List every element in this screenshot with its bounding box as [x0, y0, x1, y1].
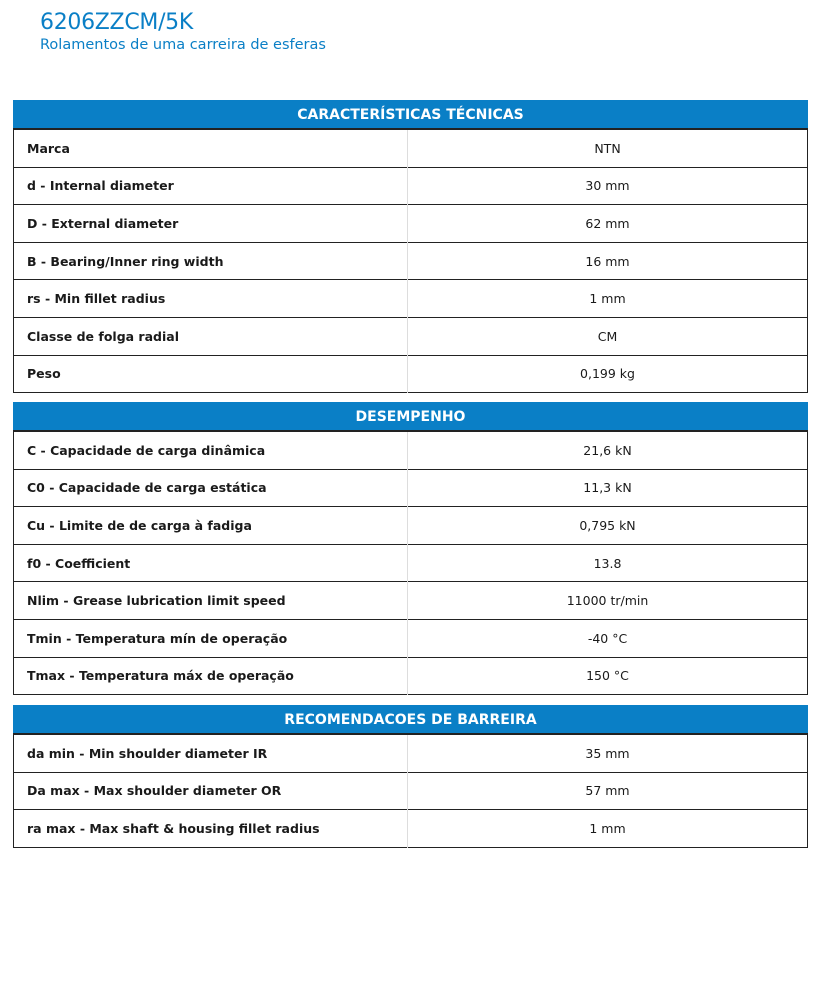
section-performance [13, 402, 808, 695]
row-value: 0,199 kg [408, 355, 808, 393]
row-label: Marca [14, 129, 408, 167]
row-value: 21,6 kN [408, 431, 808, 469]
table-row [14, 431, 808, 469]
section-technical-characteristics [13, 100, 808, 393]
section-header: CARACTERÍSTICAS TÉCNICAS [13, 100, 808, 128]
row-value: CM [408, 317, 808, 355]
row-label: Da max - Max shoulder diameter OR [14, 772, 408, 810]
row-label: Cu - Limite de de carga à fadiga [14, 507, 408, 545]
table-row [14, 582, 808, 620]
row-label: Classe de folga radial [14, 317, 408, 355]
row-label: Peso [14, 355, 408, 393]
row-label: C0 - Capacidade de carga estática [14, 469, 408, 507]
row-label: da min - Min shoulder diameter IR [14, 734, 408, 772]
section-header: RECOMENDACOES DE BARREIRA [13, 705, 808, 733]
table-row [14, 734, 808, 772]
row-value: 150 °C [408, 657, 808, 695]
product-title: 6206ZZCM/5K [40, 10, 194, 35]
table-row [14, 205, 808, 243]
table-row [14, 619, 808, 657]
row-label: B - Bearing/Inner ring width [14, 242, 408, 280]
table-row [14, 507, 808, 545]
section-header: DESEMPENHO [13, 402, 808, 430]
row-value: 35 mm [408, 734, 808, 772]
row-label: Tmax - Temperatura máx de operação [14, 657, 408, 695]
row-value: 16 mm [408, 242, 808, 280]
table-row [14, 167, 808, 205]
table-row [14, 544, 808, 582]
row-value: 11,3 kN [408, 469, 808, 507]
row-value: 62 mm [408, 205, 808, 243]
table-row [14, 772, 808, 810]
spec-table [13, 733, 808, 848]
row-value: 1 mm [408, 280, 808, 318]
row-value: 0,795 kN [408, 507, 808, 545]
table-row [14, 469, 808, 507]
row-label: rs - Min fillet radius [14, 280, 408, 318]
row-value: -40 °C [408, 619, 808, 657]
table-row [14, 317, 808, 355]
row-value: 1 mm [408, 810, 808, 848]
table-row [14, 242, 808, 280]
row-label: D - External diameter [14, 205, 408, 243]
row-label: f0 - Coefficient [14, 544, 408, 582]
spec-table [13, 430, 808, 695]
row-value: 30 mm [408, 167, 808, 205]
row-label: Tmin - Temperatura mín de operação [14, 619, 408, 657]
table-row [14, 657, 808, 695]
spec-table [13, 128, 808, 393]
table-row [14, 810, 808, 848]
row-label: C - Capacidade de carga dinâmica [14, 431, 408, 469]
row-value: 13.8 [408, 544, 808, 582]
row-label: d - Internal diameter [14, 167, 408, 205]
table-row [14, 129, 808, 167]
table-row [14, 355, 808, 393]
section-barrier-recommendations [13, 705, 808, 848]
row-label: ra max - Max shaft & housing fillet radius [14, 810, 408, 848]
product-subtitle: Rolamentos de uma carreira de esferas [40, 37, 326, 53]
row-label: Nlim - Grease lubrication limit speed [14, 582, 408, 620]
row-value: 11000 tr/min [408, 582, 808, 620]
table-row [14, 280, 808, 318]
row-value: NTN [408, 129, 808, 167]
page-header [40, 10, 326, 54]
row-value: 57 mm [408, 772, 808, 810]
